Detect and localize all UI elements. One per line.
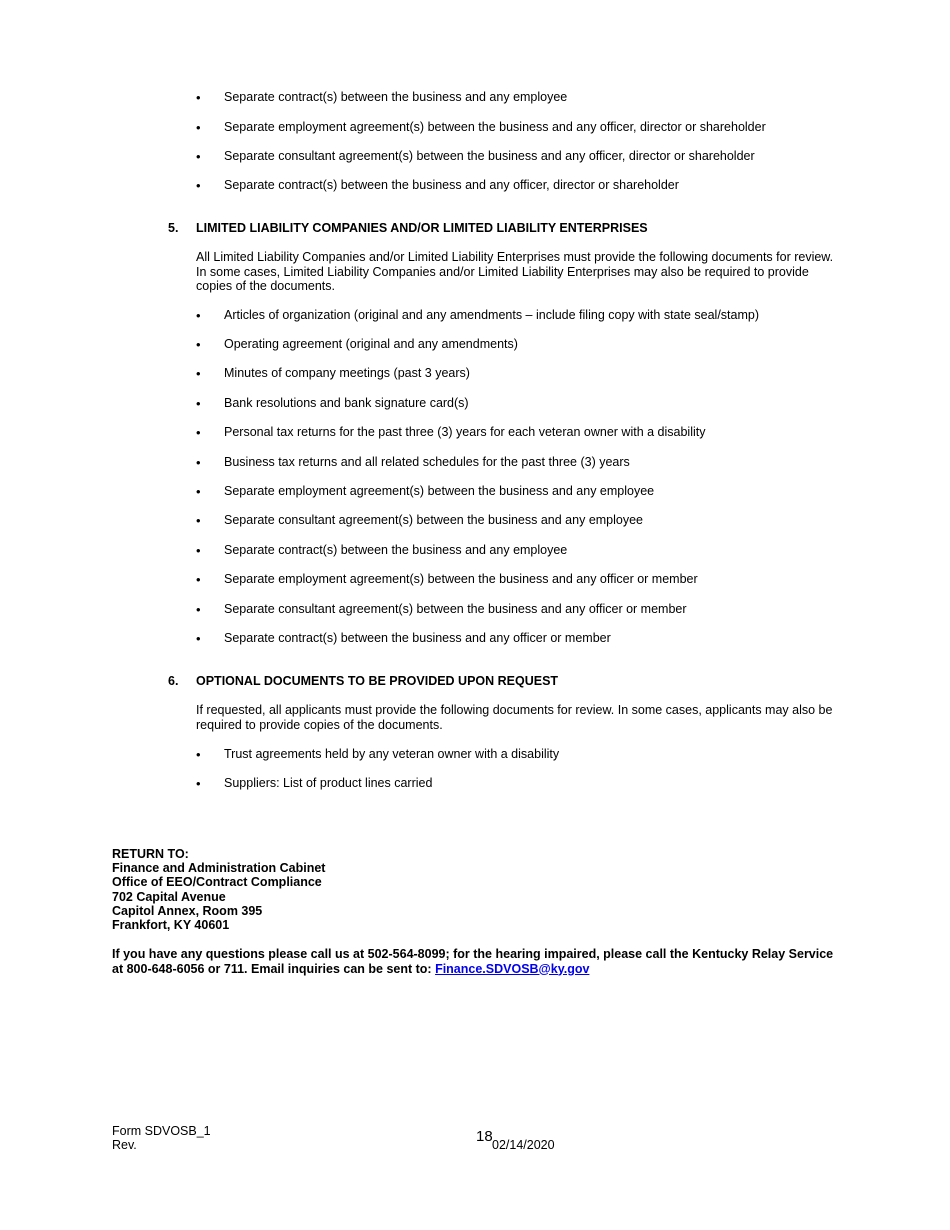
list-item: • Separate consultant agreement(s) between the business and any officer or member [224, 602, 687, 617]
page-number: 18 [476, 1128, 493, 1145]
address-line: Office of EEO/Contract Compliance [112, 875, 322, 890]
list-item: • Bank resolutions and bank signature card(s) [224, 396, 469, 411]
list-item: • Business tax returns and all related schedules for the past three (3) years [224, 455, 630, 470]
list-item: • Separate employment agreement(s) between the business and any employee [224, 484, 654, 499]
list-item: • Minutes of company meetings (past 3 years) [224, 366, 470, 381]
section-6-title: OPTIONAL DOCUMENTS TO BE PROVIDED UPON REQUEST [196, 674, 559, 688]
return-address [112, 847, 325, 932]
list-item: • Articles of organization (original and any amendments – include filing copy with state seal/stamp) [224, 308, 759, 323]
section-5-number: 5. [168, 221, 179, 235]
list-item: • Suppliers: List of product lines carried [224, 776, 432, 791]
list-item: • Separate contract(s) between the business and any officer, director or shareholder [224, 178, 679, 193]
form-info [112, 1124, 211, 1152]
email-link[interactable]: Finance.SDVOSB@ky.gov [435, 961, 590, 976]
list-item: • Separate employment agreement(s) between the business and any officer or member [224, 572, 698, 587]
section-6-number: 6. [168, 674, 179, 688]
address-line: 702 Capital Avenue [112, 889, 226, 904]
list-item: • Separate contract(s) between the business and any employee [224, 543, 567, 558]
list-item: • Personal tax returns for the past three (3) years for each veteran owner with a disability [224, 425, 705, 440]
return-label: RETURN TO: [112, 847, 189, 861]
list-item: • Trust agreements held by any veteran owner with a disability [224, 747, 559, 762]
list-item: • Separate contract(s) between the business and any employee [224, 90, 567, 105]
section-5-intro: All Limited Liability Companies and/or Limited Liability Enterprises must provide the following documents for review. In some cases, Limited Liability Companies and/or Limited Liability Enterprises may also be required to provide copies of the documents. [196, 250, 834, 293]
revision-date: 02/14/2020 [492, 1138, 555, 1152]
section-5-title: LIMITED LIABILITY COMPANIES AND/OR LIMITED LIABILITY ENTERPRISES [196, 221, 648, 235]
contact-info [112, 947, 842, 976]
section-6-intro: If requested, all applicants must provide the following documents for review. In some cases, applicants may also be required to provide copies of the documents. [196, 703, 833, 732]
address-line: Capitol Annex, Room 395 [112, 903, 263, 918]
form-name: Form SDVOSB_1 [112, 1124, 211, 1138]
address-line: Frankfort, KY 40601 [112, 918, 230, 933]
list-item: • Separate consultant agreement(s) between the business and any employee [224, 513, 643, 528]
list-item: • Separate employment agreement(s) between the business and any officer, director or shareholder [224, 120, 766, 135]
list-item: • Operating agreement (original and any amendments) [224, 337, 518, 352]
address-line: Finance and Administration Cabinet [112, 861, 326, 876]
contact-text: If you have any questions please call us at 502-564-8099; for the hearing impaired, please call the Kentucky Relay Service at 800-648-6056 or 711. Email inquiries can be sent to: [112, 947, 834, 976]
list-item: • Separate consultant agreement(s) between the business and any officer, director or shareholder [224, 149, 755, 164]
list-item: • Separate contract(s) between the business and any officer or member [224, 631, 611, 646]
form-rev: Rev. [112, 1138, 137, 1152]
